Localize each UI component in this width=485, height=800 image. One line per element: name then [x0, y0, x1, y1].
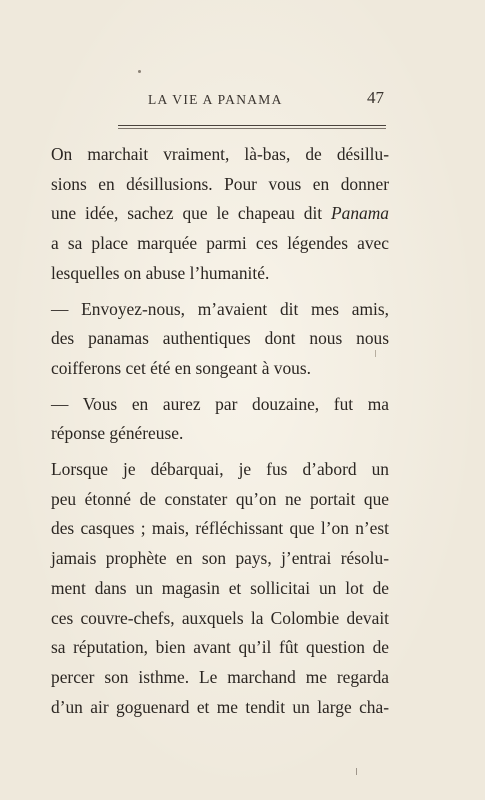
page-number: 47: [367, 88, 384, 107]
italic-word: Panama: [331, 203, 389, 224]
text-fragment: une idée, sachez que le chapeau dit: [51, 203, 332, 224]
header-rule: [118, 125, 386, 126]
paper-mark: [375, 350, 376, 357]
paragraph-2: [51, 295, 389, 384]
text-line: ment dans un magasin et sollicitai un lot de: [51, 577, 389, 598]
text-line: sa réputation, bien avant qu’il fût question de: [51, 637, 389, 658]
text-line: d’un air goguenard et me tendit un large cha-: [51, 696, 389, 717]
text-line: lesquelles on abuse l’humanité.: [51, 262, 270, 283]
paper-mark: [356, 768, 357, 775]
text-line: jamais prophète en son pays, j’entrai résolu-: [51, 548, 389, 569]
paragraph-1: [51, 140, 389, 289]
text-line: a sa place marquée parmi ces légendes avec: [51, 233, 389, 254]
running-header-title: LA VIE A PANAMA: [148, 92, 283, 107]
paragraph-4: [51, 455, 389, 722]
text-line: — Vous en aurez par douzaine, fut ma: [51, 393, 389, 414]
paragraph-3: [51, 390, 389, 449]
text-line: Lorsque je débarquai, je fus d’abord un: [51, 459, 389, 480]
text-line: peu étonné de constater qu’on ne portait que: [51, 488, 389, 509]
text-line: ces couvre-chefs, auxquels la Colombie devait: [51, 607, 389, 628]
text-line: [51, 199, 389, 229]
text-line: des panamas authentiques dont nous nous: [51, 328, 389, 349]
text-line: On marchait vraiment, là-bas, de désillu-: [51, 144, 389, 164]
text-line: coifferons cet été en songeant à vous.: [51, 357, 311, 378]
text-line: percer son isthme. Le marchand me regarda: [51, 666, 389, 687]
body-text: [51, 140, 389, 728]
ink-speck: [138, 70, 141, 73]
text-line: réponse généreuse.: [51, 423, 184, 444]
text-line: sions en désillusions. Pour vous en donner: [51, 173, 389, 194]
text-line: — Envoyez-nous, m’avaient dit mes amis,: [51, 298, 389, 319]
text-line: des casques ; mais, réfléchissant que l’on n’est: [51, 518, 389, 539]
